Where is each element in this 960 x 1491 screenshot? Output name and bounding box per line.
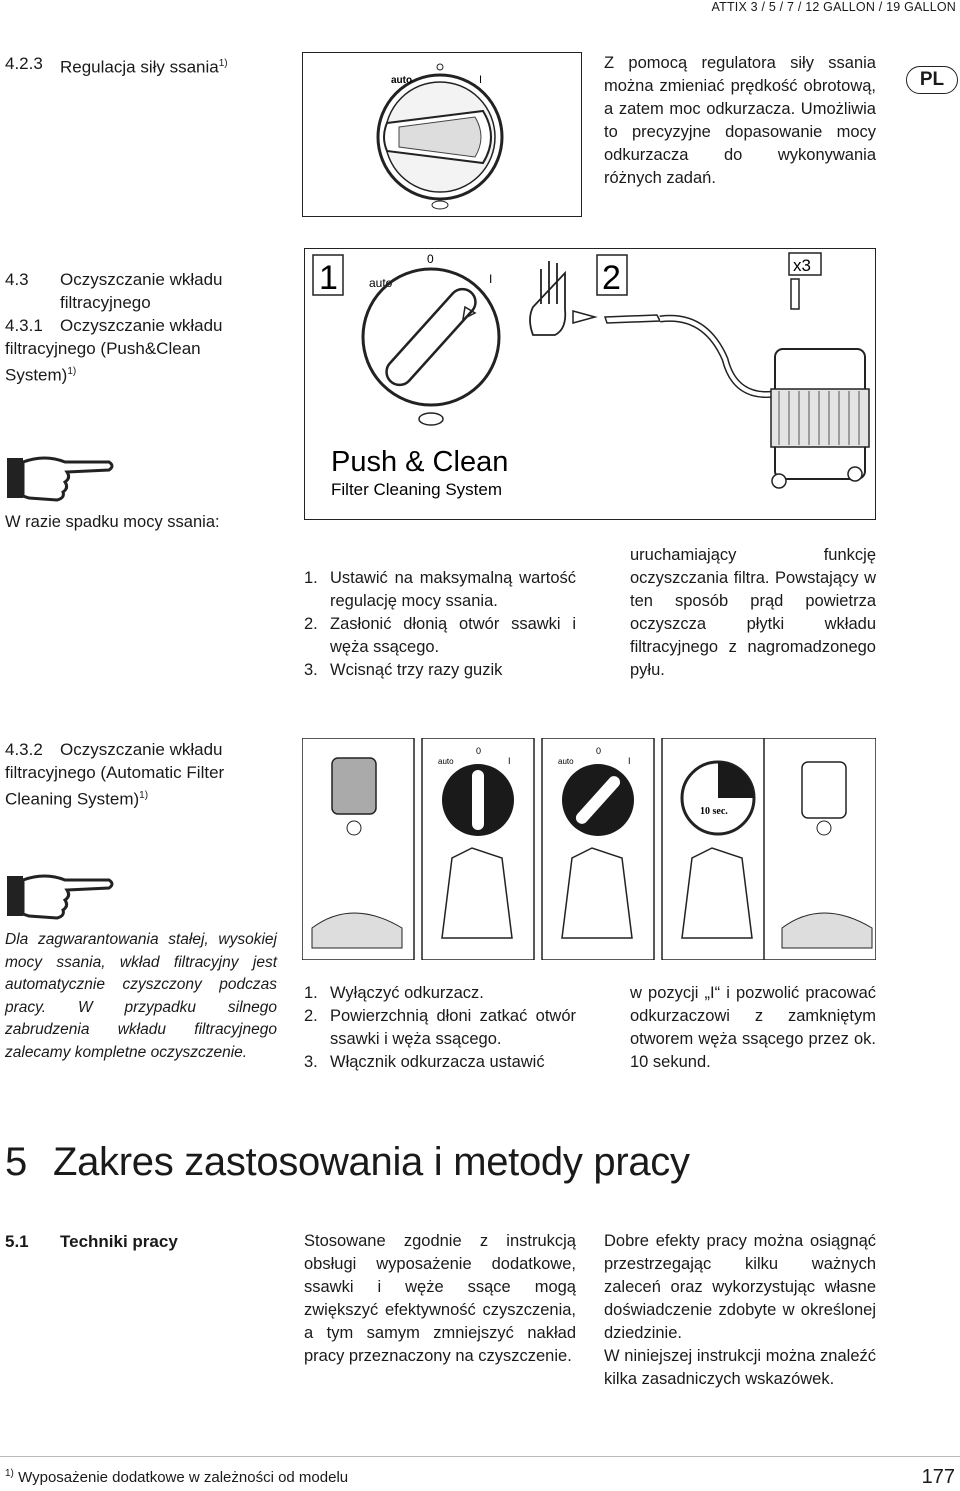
section-4-2-3-heading: 4.2.3 Regulacja siły ssania$^{1)}$ (5, 54, 228, 77)
footnote: $^{1)}$ Wyposażenie dodatkowe w zależności od modelu (5, 1468, 349, 1486)
knob-b-auto: auto (558, 757, 574, 766)
push-clean-illustration (305, 249, 874, 518)
svg-text:I: I (479, 74, 483, 86)
push-clean-figure (304, 248, 876, 520)
pointing-hand-icon (5, 870, 115, 922)
step-1-label: 1 (319, 259, 338, 297)
section-5-1-col2: Dobre efekty pracy można osiągnąć przestrzegając kilku ważnych zaleceń oraz wykorzystując własne doświadczenie zdobyte w określonej dziedzinie. W niniejszej instrukcji można znaleźć kilka zasadniczych wskazówek. (604, 1232, 876, 1388)
list-item: 3. Wcisnąć trzy razy guzik (304, 661, 503, 679)
svg-text:auto: auto (391, 75, 413, 86)
steps-push-clean (304, 567, 576, 682)
press-count-label: x3 (793, 256, 811, 275)
section-4-3-2-heading: 4.3.2 Oczyszczanie wkładu filtracyjnego (Automatic Filter Cleaning System)$^{1)}$ (5, 740, 225, 809)
push-clean-subtitle: Filter Cleaning System (331, 480, 503, 499)
push-clean-brand: Push & Clean (331, 446, 509, 478)
step-2-label: 2 (602, 259, 621, 297)
section-4-3-1-heading: 4.3.1 Oczyszczanie wkładu filtracyjnego (Push&Clean System)$^{1)}$ (5, 316, 223, 385)
note-2-text: Dla zagwarantowania stałej, wysokiej mocy ssania, wkład filtracyjny jest automatycznie czyszczony podczas pracy. W przypadku silnego zabrudzenia wkładu filtracyjnego zalecamy kompletne oczyszczenie. (5, 931, 277, 1061)
page-number: 177 (921, 1466, 955, 1488)
regulator-knob-illustration (303, 53, 580, 215)
knob-a-zero: 0 (476, 746, 482, 756)
pointing-hand-icon (5, 452, 115, 504)
list-item: 3. Włącznik odkurzacza ustawić (304, 1053, 545, 1071)
model-header: ATTIX 3 / 5 / 7 / 12 GALLON / 19 GALLON (711, 0, 956, 14)
suction-regulator-figure (302, 52, 582, 217)
list-item: 2. Powierzchnią dłoni zatkać otwór ssawki i węża ssącego. (304, 1007, 576, 1048)
timer-label: 10 sec. (700, 806, 728, 817)
chapter-5-heading: 5 Zakres zastosowania i metody pracy (5, 1140, 690, 1184)
knob-b-zero: 0 (596, 746, 602, 756)
steps-push-clean-continued: uruchamiający funkcję oczyszczania filtra. Powstający w ten sposób prąd powietrza oczyszcza płytki wkładu filtracyjnego z nagromadzonego pyłu. (630, 546, 876, 679)
knob-a-one: I (508, 756, 511, 766)
knob-one-label: I (489, 272, 493, 286)
list-item: 1. Ustawić na maksymalną wartość regulację mocy ssania. (304, 569, 576, 610)
list-item: 2. Zasłonić dłonią otwór ssawki i węża ssącego. (304, 615, 576, 656)
steps-auto-filter-continued: w pozycji „I“ i pozwolić pracować odkurzaczowi z zamkniętym otworem węża ssącego przez ok. 10 sekund. (630, 984, 876, 1071)
footer-rule (0, 1456, 960, 1457)
section-4-3-heading: 4.3 Oczyszczanie wkładu filtracyjnego (5, 270, 223, 312)
auto-filter-illustration (302, 738, 876, 960)
knob-zero-label: 0 (427, 252, 434, 266)
steps-auto-filter (304, 982, 576, 1074)
knob-a-auto: auto (438, 757, 454, 766)
language-badge: PL (906, 66, 958, 94)
knob-auto-label: auto (369, 276, 393, 290)
auto-filter-figure (302, 738, 876, 960)
note-1-text: W razie spadku mocy ssania: (5, 513, 220, 531)
section-5-1-heading: 5.1 Techniki pracy (5, 1232, 178, 1251)
section-5-1-col1: Stosowane zgodnie z instrukcją obsługi wyposażenie dodatkowe, ssawki i węże ssące mogą zwiększyć efektywność czyszczenia, a tym samym zmniejszyć nakład pracy przeznaczony na czyszczenie. (304, 1232, 576, 1365)
section-4-2-3-body: Z pomocą regulatora siły ssania można zmieniać prędkość obrotową, a zatem moc odkurzacza. Umożliwia to precyzyjne dopasowanie mocy odkurzacza do wykonywania różnych zadań. (604, 54, 876, 187)
list-item: 1. Wyłączyć odkurzacz. (304, 984, 484, 1002)
knob-b-one: I (628, 756, 631, 766)
